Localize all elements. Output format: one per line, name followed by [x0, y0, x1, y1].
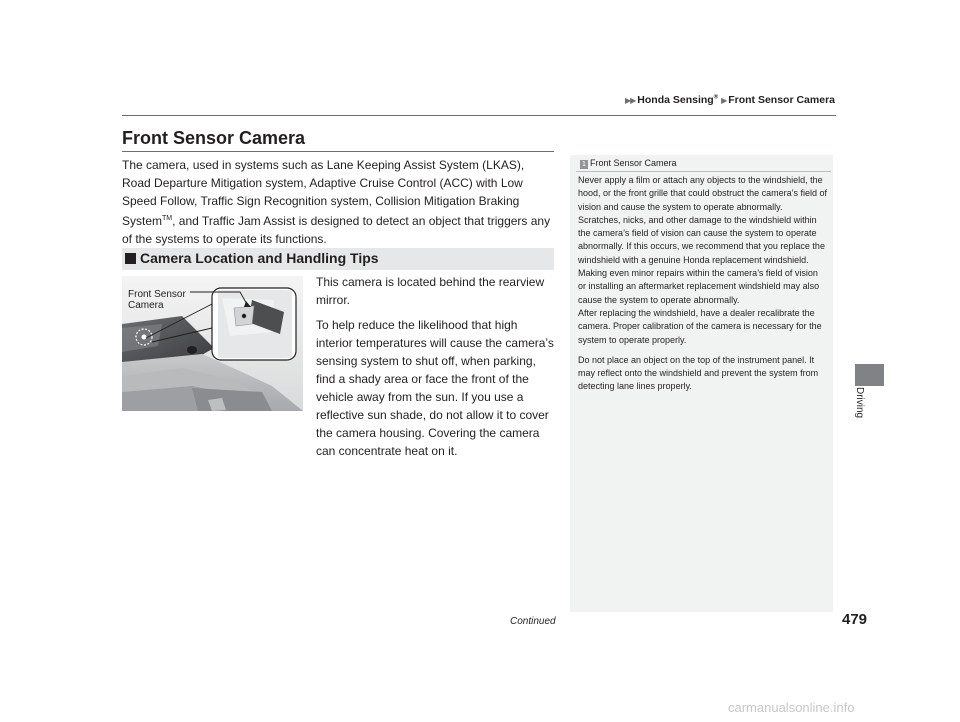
section-square-icon: [125, 253, 136, 264]
header-divider: [122, 115, 836, 116]
figure-callout-line1: Front Sensor: [128, 289, 186, 300]
figure-callout: [128, 289, 186, 311]
sidebar-heading: [580, 158, 677, 169]
body-paragraph-location: This camera is located behind the rearview mirror.: [316, 275, 545, 307]
breadcrumb-arrow-icon: ▶▶: [624, 96, 636, 105]
sidebar-note-recalibrate: After replacing the windshield, have a dealer recalibrate the camera. Proper calibration of the camera is necessary for the system to operate properly.: [578, 307, 822, 345]
sidebar-notes: [578, 174, 828, 394]
page-title: Front Sensor Camera: [122, 128, 306, 148]
registered-mark: ®: [713, 94, 719, 101]
section-heading: Camera Location and Handling Tips: [140, 250, 379, 266]
breadcrumb: [580, 94, 835, 106]
sidebar-note-film: Never apply a film or attach any objects to the windshield, the hood, or the front grille that could obstruct the camera’s field of vision and cause the system to operate abnormally.: [578, 175, 827, 212]
watermark: carmanualsonline.info: [728, 700, 855, 715]
intro-paragraph: [122, 156, 554, 248]
title-divider: [122, 151, 554, 152]
intro-text-part1: The camera, used in systems such as Lane Keeping Assist System (LKAS), Road Departure Mitigation system, Adaptive Cruise Control (ACC) with Low Speed Follow, Traffic Sign Recognition system, Collision Mitigation Braking System: [122, 158, 525, 228]
chapter-tab-label-text: Driving: [854, 387, 865, 419]
section-heading-bar: [122, 248, 554, 270]
sidebar-divider: [576, 171, 831, 172]
chapter-tab-label: [853, 387, 867, 437]
sidebar-heading-text: Front Sensor Camera: [590, 158, 677, 168]
section-body: [316, 273, 554, 467]
figure-callout-line2: Camera: [128, 300, 164, 311]
intro-text-part2: , and Traffic Jam Assist is designed to detect an object that triggers any of the systems to operate its functions.: [122, 214, 551, 246]
sidebar-note-instrument-panel: Do not place an object on the top of the instrument panel. It may reflect onto the windshield and prevent the system from detecting lane lines properly.: [578, 354, 819, 392]
reference-number-badge: 1: [580, 160, 588, 169]
sidebar-note-damage: Scratches, nicks, and other damage to the windshield within the camera’s field of vision can cause the system to operate abnormally. If this occurs, we recommend that you replace the windshield with a genuine Honda replacement windshield. Making even minor repairs within the camera’s field of vision or installing an aftermarket replacement windshield may also cause the system to operate abnormally.: [578, 214, 825, 305]
breadcrumb-item-front-sensor-camera: Front Sensor Camera: [728, 94, 835, 106]
chapter-tab[interactable]: [855, 364, 884, 386]
body-paragraph-temperature: To help reduce the likelihood that high interior temperatures will cause the camera’s sensing system to shut off, when parking, find a shady area or face the front of the vehicle away from the sun. If you use a reflective sun shade, do not allow it to cover the camera housing. Covering the camera can concentrate heat on it.: [316, 318, 554, 458]
page-number: 479: [842, 611, 868, 628]
breadcrumb-item-honda-sensing[interactable]: Honda Sensing: [637, 94, 714, 106]
trademark-mark: TM: [162, 215, 173, 222]
continued-label: Continued: [510, 616, 556, 627]
breadcrumb-arrow-icon: ▶: [721, 96, 727, 105]
